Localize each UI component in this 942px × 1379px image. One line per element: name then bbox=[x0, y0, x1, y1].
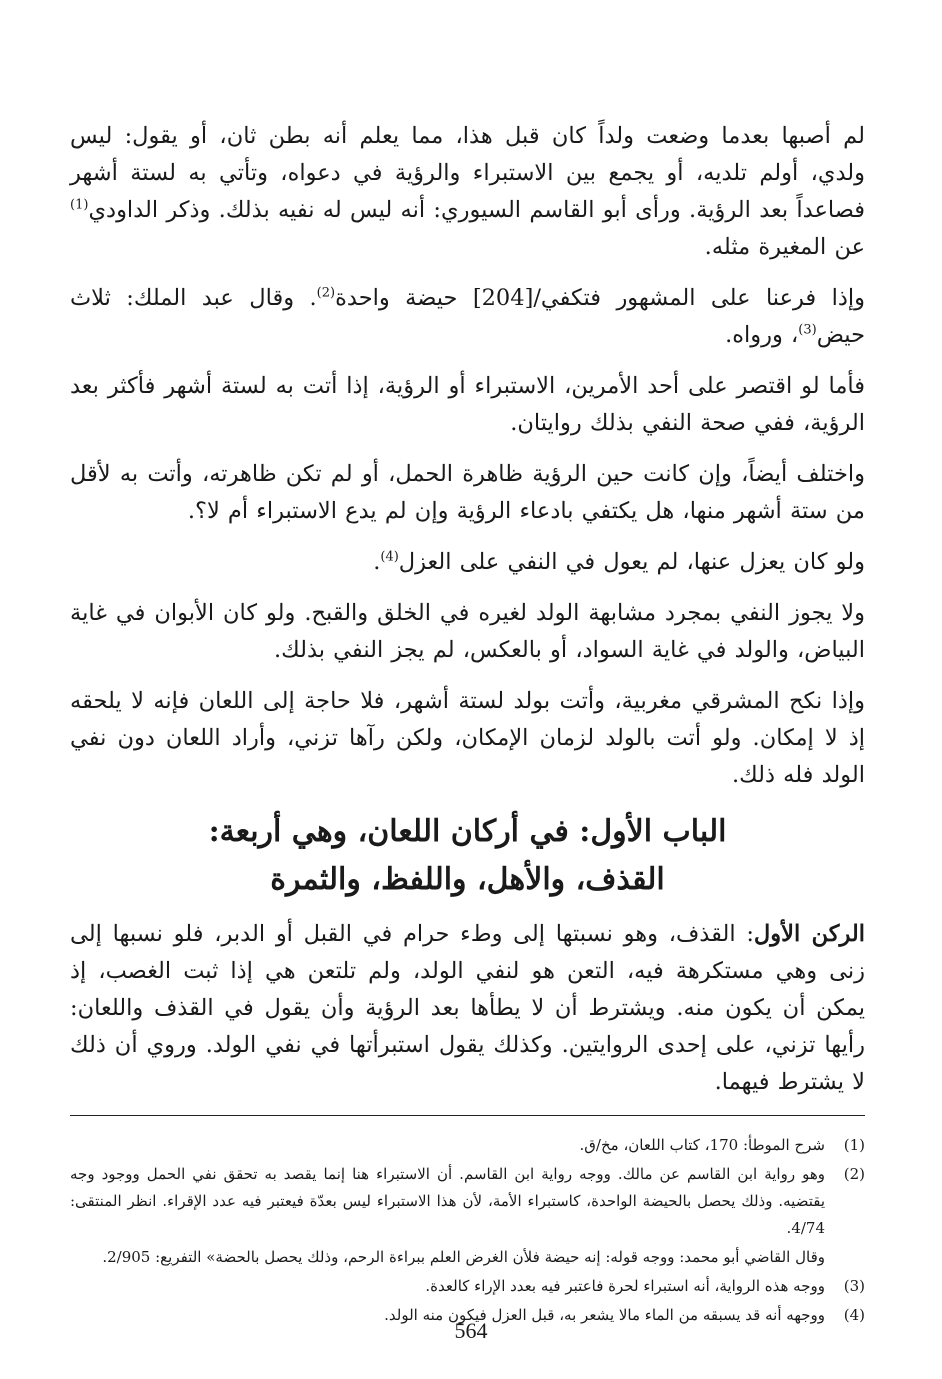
footnote-number: (1) bbox=[843, 1136, 865, 1154]
footnote-number: (3) bbox=[843, 1277, 865, 1295]
footnote-ref-2[interactable]: (2) bbox=[316, 285, 336, 301]
chapter-heading bbox=[70, 808, 865, 904]
footnote-divider bbox=[70, 1115, 865, 1116]
footnote-text: ووجه هذه الرواية، أنه استبراء لحرة فاعتبر فيه بعدد الإراء كالعدة. bbox=[425, 1277, 825, 1295]
chapter-heading-line-2: القذف، والأهل، واللفظ، والثمرة bbox=[270, 862, 665, 897]
footnote-2 bbox=[70, 1161, 865, 1242]
paragraph-2: وإذا فرعنا على المشهور فتكفي/[204] حيضة واحدة$^{(2)}$. وقال عبد الملك: ثلاث حيض$^{(3)}$، ورواه. bbox=[70, 285, 865, 348]
footnote-ref-1[interactable]: (1) bbox=[70, 197, 89, 213]
footnote-ref-3[interactable]: (3) bbox=[798, 322, 817, 338]
paragraph-6: ولا يجوز النفي بمجرد مشابهة الولد لغيره في الخلق والقبح. ولو كان الأبوان في غاية البياض، والولد في غاية السواد، أو بالعكس، لم يجز النفي بذلك. bbox=[70, 600, 865, 663]
page-number: 564 bbox=[454, 1318, 488, 1343]
footnote-text: شرح الموطأ: 170، كتاب اللعان، مخ/ق. bbox=[579, 1136, 825, 1154]
paragraph-1: لم أصبها بعدما وضعت ولداً كان قبل هذا، مما يعلم أنه بطن ثان، أو يقول: ليس ولدي، أولم تلديه، أو يجمع بين الاستبراء والرؤية في دعواه، وتأتي به لستة أشهر فصاعداً بعد الرؤية. ورأى أبو القاسم السيوري: أنه ليس له نفيه بذلك. وذكر الداودي$^{(1)}$ عن المغيرة مثله. bbox=[70, 123, 865, 260]
rukn-label: الركن الأول bbox=[753, 921, 865, 947]
paragraph-5: ولو كان يعزل عنها، لم يعول في النفي على العزل$^{(4)}$. bbox=[373, 549, 865, 575]
footnote-text: وهو رواية ابن القاسم عن مالك. ووجه رواية ابن القاسم. أن الاستبراء هنا إنما يقصد به تحقق نفي الحمل ووجود وجه يقتضيه. وذلك يحصل بالحيضة الواحدة، كاستبراء الأمة، لأن هذا الاستبراء ليس بعدّة فيعتبر فيه عدد الإقراء. انظر المنتقى: 4/74. bbox=[70, 1165, 825, 1237]
paragraph-4: واختلف أيضاً، وإن كانت حين الرؤية ظاهرة الحمل، أو لم تكن ظاهرته، وأتت به لأقل من ستة أشهر منها، هل يكتفي بادعاء الرؤية وإن لم يدع الاستبراء أم لا؟. bbox=[70, 461, 865, 524]
paragraph-7: وإذا نكح المشرقي مغربية، وأتت بولد لستة أشهر، فلا حاجة إلى اللعان فإنه لا يلحقه إذ لا إمكان. ولو أتت بالولد لزمان الإمكان، ولكن رآها تزني، وأراد اللعان دون نفي الولد فله ذلك. bbox=[70, 688, 865, 788]
chapter-heading-line-1: الباب الأول: في أركان اللعان، وهي أربعة: bbox=[208, 814, 727, 849]
footnote-number: (2) bbox=[843, 1165, 865, 1183]
footnote-2-continuation: وقال القاضي أبو محمد: ووجه قوله: إنه حيضة فلأن الغرض العلم ببراءة الرحم، وذلك يحصل بالحضة» التفريع: 2/905. bbox=[102, 1248, 825, 1266]
page-body bbox=[70, 118, 865, 1331]
paragraph-3: فأما لو اقتصر على أحد الأمرين، الاستبراء أو الرؤية، إذا أتت به لستة أشهر فأكثر بعد الرؤية، ففي صحة النفي بذلك روايتان. bbox=[70, 373, 865, 436]
footnote-1 bbox=[70, 1132, 865, 1159]
footnote-ref-4[interactable]: (4) bbox=[380, 549, 399, 565]
footnotes bbox=[70, 1132, 865, 1329]
footnote-number: (4) bbox=[843, 1306, 865, 1324]
rukn-paragraph: الركن الأول: القذف، وهو نسبتها إلى وطء حرام في القبل أو الدبر، فلو نسبها إلى زنى وهي مستكرهة فيه، التعن هو لنفي الولد، ولم تلتعن هي إذا ثبت الغصب، إذ يمكن أن يكون منه. ويشترط أن لا يطأها بعد الرؤية وأن يقول في القذف واللعان: رأيها تزني، على إحدى الروايتين. وكذلك يقول استبرأتها في نفي الولد. وروي أن ذلك لا يشترط فيهما. bbox=[70, 921, 865, 1095]
footnote-3 bbox=[70, 1273, 865, 1300]
footnote-text: ووجهه أنه قد يسبقه من الماء مالا يشعر به، قبل العزل فيكون منه الولد. bbox=[384, 1306, 825, 1324]
